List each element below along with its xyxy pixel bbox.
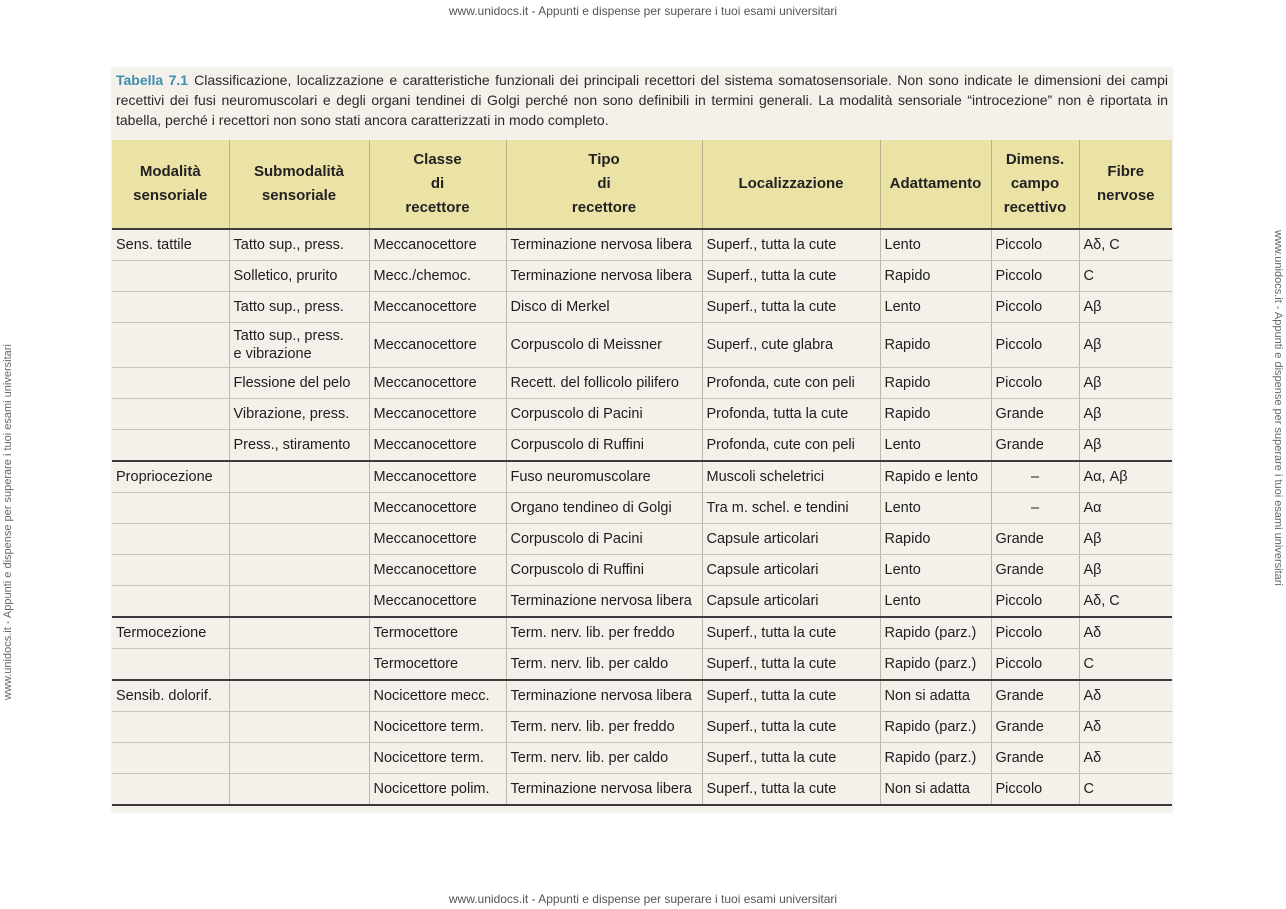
- table-row: [112, 712, 1172, 743]
- cell-nerve-fibers: Aδ: [1079, 712, 1172, 743]
- table-row: [112, 524, 1172, 555]
- cell-location: Capsule articolari: [702, 586, 880, 618]
- cell-location: Superf., cute glabra: [702, 323, 880, 368]
- document-page: [112, 68, 1172, 812]
- cell-field-size: Piccolo: [991, 292, 1079, 323]
- cell-modality: [112, 399, 229, 430]
- cell-receptor-class: Meccanocettore: [369, 292, 506, 323]
- header-modality: Modalità sensoriale: [112, 140, 229, 229]
- watermark-left: www.unidocs.it - Appunti e dispense per superare i tuoi esami universitari: [2, 344, 14, 700]
- cell-adaptation: Lento: [880, 430, 991, 462]
- cell-receptor-type: Terminazione nervosa libera: [506, 774, 702, 806]
- cell-adaptation: Rapido: [880, 323, 991, 368]
- table-row: [112, 399, 1172, 430]
- cell-receptor-type: Corpuscolo di Ruffini: [506, 555, 702, 586]
- cell-receptor-type: Terminazione nervosa libera: [506, 229, 702, 261]
- cell-receptor-type: Organo tendineo di Golgi: [506, 493, 702, 524]
- cell-nerve-fibers: Aβ: [1079, 368, 1172, 399]
- header-row: [112, 140, 1172, 229]
- cell-nerve-fibers: Aβ: [1079, 524, 1172, 555]
- cell-receptor-class: Nocicettore term.: [369, 743, 506, 774]
- cell-location: Profonda, tutta la cute: [702, 399, 880, 430]
- cell-field-size: Grande: [991, 399, 1079, 430]
- cell-submodality: [229, 774, 369, 806]
- cell-field-size: Piccolo: [991, 261, 1079, 292]
- cell-nerve-fibers: Aβ: [1079, 555, 1172, 586]
- cell-submodality: [229, 461, 369, 493]
- cell-nerve-fibers: Aδ: [1079, 617, 1172, 649]
- cell-location: Superf., tutta la cute: [702, 292, 880, 323]
- table-row: [112, 774, 1172, 806]
- cell-nerve-fibers: Aβ: [1079, 430, 1172, 462]
- cell-modality: [112, 261, 229, 292]
- cell-nerve-fibers: Aδ: [1079, 680, 1172, 712]
- cell-nerve-fibers: Aα: [1079, 493, 1172, 524]
- cell-adaptation: Non si adatta: [880, 774, 991, 806]
- cell-adaptation: Rapido: [880, 261, 991, 292]
- cell-submodality: [229, 493, 369, 524]
- table-row: [112, 493, 1172, 524]
- cell-field-size: Piccolo: [991, 229, 1079, 261]
- cell-field-size: Piccolo: [991, 323, 1079, 368]
- cell-nerve-fibers: Aδ, C: [1079, 586, 1172, 618]
- cell-adaptation: Lento: [880, 493, 991, 524]
- cell-location: Superf., tutta la cute: [702, 617, 880, 649]
- cell-receptor-class: Meccanocettore: [369, 524, 506, 555]
- cell-receptor-class: Meccanocettore: [369, 555, 506, 586]
- cell-receptor-class: Nocicettore polim.: [369, 774, 506, 806]
- caption-text: Classificazione, localizzazione e caratteristiche funzionali dei principali recettori del sistema somatosensoriale. Non sono indicate le dimensioni dei campi recettivi dei fusi neuromuscolari e degli organi tendinei di Golgi perché non sono definibili in termini generali. La modalità sensoriale “introcezione” non è riportata in tabella, perché i recettori non sono stati ancora caratterizzati in modo completo.: [116, 72, 1168, 128]
- cell-receptor-type: Corpuscolo di Meissner: [506, 323, 702, 368]
- receptor-table: [112, 140, 1172, 806]
- cell-submodality: Vibrazione, press.: [229, 399, 369, 430]
- cell-location: Muscoli scheletrici: [702, 461, 880, 493]
- cell-nerve-fibers: C: [1079, 261, 1172, 292]
- table-header: [112, 140, 1172, 229]
- cell-receptor-type: Corpuscolo di Pacini: [506, 399, 702, 430]
- cell-location: Superf., tutta la cute: [702, 743, 880, 774]
- cell-receptor-type: Terminazione nervosa libera: [506, 261, 702, 292]
- cell-field-size: Grande: [991, 743, 1079, 774]
- cell-submodality: [229, 524, 369, 555]
- cell-modality: [112, 493, 229, 524]
- header-field-size: Dimens. campo recettivo: [991, 140, 1079, 229]
- cell-nerve-fibers: C: [1079, 649, 1172, 681]
- cell-field-size: –: [991, 461, 1079, 493]
- cell-receptor-class: Meccanocettore: [369, 586, 506, 618]
- cell-location: Capsule articolari: [702, 524, 880, 555]
- cell-modality: [112, 555, 229, 586]
- cell-receptor-class: Meccanocettore: [369, 399, 506, 430]
- cell-location: Superf., tutta la cute: [702, 680, 880, 712]
- cell-adaptation: Rapido: [880, 399, 991, 430]
- cell-field-size: Grande: [991, 555, 1079, 586]
- cell-adaptation: Rapido (parz.): [880, 712, 991, 743]
- table-row: [112, 555, 1172, 586]
- cell-location: Superf., tutta la cute: [702, 649, 880, 681]
- cell-location: Tra m. schel. e tendini: [702, 493, 880, 524]
- cell-adaptation: Lento: [880, 586, 991, 618]
- cell-submodality: Solletico, prurito: [229, 261, 369, 292]
- cell-adaptation: Lento: [880, 292, 991, 323]
- cell-submodality: [229, 680, 369, 712]
- watermark-top: www.unidocs.it - Appunti e dispense per superare i tuoi esami universitari: [448, 4, 838, 18]
- header-receptor-class: Classe di recettore: [369, 140, 506, 229]
- cell-adaptation: Rapido (parz.): [880, 617, 991, 649]
- cell-submodality: [229, 617, 369, 649]
- cell-location: Profonda, cute con peli: [702, 368, 880, 399]
- cell-modality: [112, 368, 229, 399]
- table-row: [112, 743, 1172, 774]
- table-row: [112, 680, 1172, 712]
- cell-adaptation: Rapido (parz.): [880, 649, 991, 681]
- cell-receptor-type: Term. nerv. lib. per caldo: [506, 649, 702, 681]
- cell-modality: Termocezione: [112, 617, 229, 649]
- cell-field-size: Piccolo: [991, 586, 1079, 618]
- cell-receptor-type: Fuso neuromuscolare: [506, 461, 702, 493]
- cell-receptor-class: Meccanocettore: [369, 323, 506, 368]
- table-row: [112, 368, 1172, 399]
- cell-submodality: [229, 555, 369, 586]
- cell-adaptation: Lento: [880, 555, 991, 586]
- cell-modality: [112, 323, 229, 368]
- cell-location: Superf., tutta la cute: [702, 774, 880, 806]
- cell-adaptation: Lento: [880, 229, 991, 261]
- cell-adaptation: Rapido (parz.): [880, 743, 991, 774]
- cell-adaptation: Rapido e lento: [880, 461, 991, 493]
- cell-submodality: Press., stiramento: [229, 430, 369, 462]
- cell-modality: [112, 524, 229, 555]
- cell-receptor-class: Termocettore: [369, 649, 506, 681]
- cell-receptor-class: Nocicettore term.: [369, 712, 506, 743]
- cell-submodality: [229, 712, 369, 743]
- cell-field-size: Piccolo: [991, 649, 1079, 681]
- cell-receptor-class: Meccanocettore: [369, 493, 506, 524]
- cell-nerve-fibers: Aα, Aβ: [1079, 461, 1172, 493]
- table-row: [112, 229, 1172, 261]
- cell-receptor-type: Term. nerv. lib. per freddo: [506, 712, 702, 743]
- watermark-bottom: www.unidocs.it - Appunti e dispense per superare i tuoi esami universitari: [448, 892, 838, 906]
- cell-receptor-type: Terminazione nervosa libera: [506, 586, 702, 618]
- cell-modality: [112, 586, 229, 618]
- cell-modality: Sensib. dolorif.: [112, 680, 229, 712]
- cell-receptor-type: Disco di Merkel: [506, 292, 702, 323]
- table-row: [112, 586, 1172, 618]
- cell-field-size: Piccolo: [991, 368, 1079, 399]
- cell-location: Profonda, cute con peli: [702, 430, 880, 462]
- table-body: [112, 229, 1172, 805]
- cell-modality: [112, 743, 229, 774]
- cell-modality: Propriocezione: [112, 461, 229, 493]
- cell-receptor-type: Term. nerv. lib. per caldo: [506, 743, 702, 774]
- cell-nerve-fibers: C: [1079, 774, 1172, 806]
- cell-receptor-class: Termocettore: [369, 617, 506, 649]
- cell-submodality: Tatto sup., press.: [229, 292, 369, 323]
- cell-receptor-class: Meccanocettore: [369, 368, 506, 399]
- cell-location: Superf., tutta la cute: [702, 712, 880, 743]
- cell-nerve-fibers: Aβ: [1079, 292, 1172, 323]
- cell-receptor-type: Corpuscolo di Pacini: [506, 524, 702, 555]
- cell-receptor-class: Mecc./chemoc.: [369, 261, 506, 292]
- header-nerve-fibers: Fibre nervose: [1079, 140, 1172, 229]
- cell-field-size: Piccolo: [991, 774, 1079, 806]
- table-row: [112, 261, 1172, 292]
- table-row: [112, 323, 1172, 368]
- cell-receptor-class: Nocicettore mecc.: [369, 680, 506, 712]
- cell-nerve-fibers: Aβ: [1079, 399, 1172, 430]
- cell-modality: [112, 712, 229, 743]
- cell-receptor-class: Meccanocettore: [369, 430, 506, 462]
- cell-submodality: [229, 743, 369, 774]
- cell-receptor-type: Term. nerv. lib. per freddo: [506, 617, 702, 649]
- header-submodality: Submodalità sensoriale: [229, 140, 369, 229]
- cell-field-size: –: [991, 493, 1079, 524]
- header-adaptation: Adattamento: [880, 140, 991, 229]
- cell-location: Superf., tutta la cute: [702, 261, 880, 292]
- cell-modality: [112, 430, 229, 462]
- cell-adaptation: Rapido: [880, 524, 991, 555]
- cell-location: Superf., tutta la cute: [702, 229, 880, 261]
- table-row: [112, 430, 1172, 462]
- cell-location: Capsule articolari: [702, 555, 880, 586]
- cell-submodality: Tatto sup., press.: [229, 229, 369, 261]
- cell-nerve-fibers: Aδ: [1079, 743, 1172, 774]
- cell-adaptation: Non si adatta: [880, 680, 991, 712]
- cell-field-size: Grande: [991, 524, 1079, 555]
- cell-field-size: Grande: [991, 680, 1079, 712]
- table-row: [112, 617, 1172, 649]
- cell-submodality: [229, 649, 369, 681]
- cell-receptor-type: Recett. del follicolo pilifero: [506, 368, 702, 399]
- cell-submodality: Tatto sup., press. e vibrazione: [229, 323, 369, 368]
- cell-modality: [112, 292, 229, 323]
- cell-receptor-type: Corpuscolo di Ruffini: [506, 430, 702, 462]
- cell-nerve-fibers: Aδ, C: [1079, 229, 1172, 261]
- cell-field-size: Piccolo: [991, 617, 1079, 649]
- cell-modality: [112, 774, 229, 806]
- header-receptor-type: Tipo di recettore: [506, 140, 702, 229]
- header-location: Localizzazione: [702, 140, 880, 229]
- cell-submodality: Flessione del pelo: [229, 368, 369, 399]
- cell-receptor-class: Meccanocettore: [369, 461, 506, 493]
- cell-adaptation: Rapido: [880, 368, 991, 399]
- cell-receptor-type: Terminazione nervosa libera: [506, 680, 702, 712]
- table-caption: [116, 70, 1168, 130]
- caption-label: Tabella 7.1: [116, 72, 189, 88]
- watermark-right: www.unidocs.it - Appunti e dispense per superare i tuoi esami universitari: [1272, 230, 1284, 586]
- cell-receptor-class: Meccanocettore: [369, 229, 506, 261]
- cell-modality: Sens. tattile: [112, 229, 229, 261]
- cell-field-size: Grande: [991, 712, 1079, 743]
- cell-field-size: Grande: [991, 430, 1079, 462]
- cell-submodality: [229, 586, 369, 618]
- table-row: [112, 649, 1172, 681]
- table-row: [112, 292, 1172, 323]
- table-row: [112, 461, 1172, 493]
- cell-nerve-fibers: Aβ: [1079, 323, 1172, 368]
- cell-modality: [112, 649, 229, 681]
